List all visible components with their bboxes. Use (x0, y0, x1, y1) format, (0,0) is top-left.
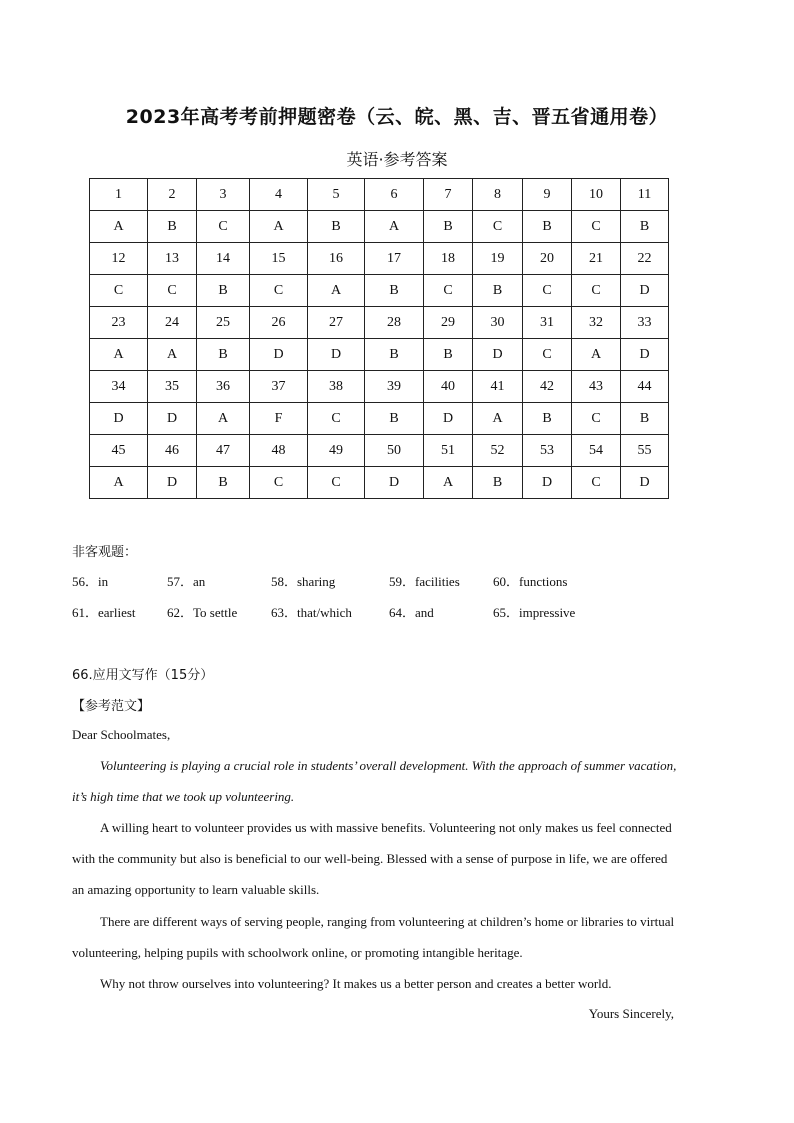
answer-cell: D (473, 339, 523, 371)
question-number-cell: 43 (572, 371, 621, 403)
question-number-cell: 51 (424, 435, 473, 467)
answer-cell: C (572, 211, 621, 243)
answer-cell: D (424, 403, 473, 435)
question-number-cell: 36 (197, 371, 250, 403)
question-number-cell: 13 (148, 243, 197, 275)
letter-paragraph-4: Why not throw ourselves into volunteering? It makes us a better person and creates a better world. (100, 976, 612, 991)
question-number-cell: 27 (308, 307, 365, 339)
answer-cell: C (308, 403, 365, 435)
question-number-cell: 20 (523, 243, 572, 275)
answer-cell: B (308, 211, 365, 243)
blank-answer: 56．in (72, 574, 109, 589)
question-number-cell: 29 (424, 307, 473, 339)
answer-cell: B (523, 403, 572, 435)
page-subtitle: 英语·参考答案 (346, 150, 448, 169)
answer-cell: D (523, 467, 572, 499)
question-number-cell: 46 (148, 435, 197, 467)
blank-answer: 65．impressive (493, 605, 576, 620)
answer-cell: C (523, 275, 572, 307)
answer-cell: D (148, 403, 197, 435)
answer-cell: A (90, 211, 148, 243)
letter-paragraph-3: There are different ways of serving people, ranging from volunteering at children’s home or libraries to virtual volunteering, helping pupils with schoolwork online, or promoting intangible heritage. (72, 914, 675, 960)
answer-cell: A (572, 339, 621, 371)
answer-cell: B (365, 403, 424, 435)
question-number-cell: 39 (365, 371, 424, 403)
question-number-cell: 40 (424, 371, 473, 403)
answer-cell: A (148, 339, 197, 371)
blank-answer: 60．functions (493, 574, 568, 589)
question-number-cell: 18 (424, 243, 473, 275)
question-number-cell: 42 (523, 371, 572, 403)
answer-cell: C (197, 211, 250, 243)
answer-cell: D (621, 339, 669, 371)
letter-paragraph-1: Volunteering is playing a crucial role in students’ overall development. With the approach of summer vacation, it’s high time that we took up volunteering. (72, 758, 677, 804)
letter-closing: Yours Sincerely, (588, 1006, 674, 1021)
answer-cell: D (365, 467, 424, 499)
question-number-cell: 3 (197, 179, 250, 211)
question-number-cell: 44 (621, 371, 669, 403)
answer-cell: B (473, 467, 523, 499)
answer-cell: B (197, 339, 250, 371)
question-number-cell: 5 (308, 179, 365, 211)
question-number-cell: 11 (621, 179, 669, 211)
answer-cell: C (473, 211, 523, 243)
answer-cell: B (197, 275, 250, 307)
question-number-cell: 22 (621, 243, 669, 275)
answer-cell: D (621, 467, 669, 499)
answer-table-row (90, 403, 669, 435)
letter-salutation: Dear Schoolmates, (72, 727, 171, 742)
question-number-cell: 17 (365, 243, 424, 275)
answer-cell: D (90, 403, 148, 435)
answer-cell: A (250, 211, 308, 243)
answer-table (89, 178, 669, 499)
question-number-cell: 48 (250, 435, 308, 467)
answer-table-row (90, 467, 669, 499)
question-number-cell: 41 (473, 371, 523, 403)
answer-cell: C (90, 275, 148, 307)
answer-table-row (90, 211, 669, 243)
question-number-cell: 19 (473, 243, 523, 275)
question-number-cell: 15 (250, 243, 308, 275)
answer-cell: C (148, 275, 197, 307)
question-number-cell: 35 (148, 371, 197, 403)
blank-answer: 64．and (389, 605, 434, 620)
question-number-cell: 9 (523, 179, 572, 211)
question-number-cell: 1 (90, 179, 148, 211)
question-number-cell: 47 (197, 435, 250, 467)
page-title: 2023年高考考前押题密卷（云、皖、黑、吉、晋五省通用卷） (125, 106, 669, 128)
question-number-cell: 55 (621, 435, 669, 467)
answer-cell: D (621, 275, 669, 307)
answer-cell: C (424, 275, 473, 307)
question-number-cell: 2 (148, 179, 197, 211)
answer-cell: A (365, 211, 424, 243)
answer-cell: A (473, 403, 523, 435)
question-number-cell: 6 (365, 179, 424, 211)
question-number-cell: 50 (365, 435, 424, 467)
question-number-cell: 49 (308, 435, 365, 467)
answer-cell: B (365, 339, 424, 371)
answer-table-row (90, 275, 669, 307)
sample-label: 【参考范文】 (72, 699, 151, 714)
blank-answer: 61．earliest (72, 605, 136, 620)
question-number-cell: 37 (250, 371, 308, 403)
question-number-cell: 28 (365, 307, 424, 339)
question-number-cell: 21 (572, 243, 621, 275)
answer-cell: B (523, 211, 572, 243)
question-number-cell: 53 (523, 435, 572, 467)
answer-cell: A (424, 467, 473, 499)
answer-table-row (90, 371, 669, 403)
answer-cell: F (250, 403, 308, 435)
blank-answer: 57．an (167, 574, 206, 589)
answer-cell: B (148, 211, 197, 243)
blank-answer: 59．facilities (389, 574, 460, 589)
answer-cell: B (424, 211, 473, 243)
blank-answer: 63．that/which (271, 605, 352, 620)
question-number-cell: 24 (148, 307, 197, 339)
answer-cell: A (197, 403, 250, 435)
answer-cell: C (572, 467, 621, 499)
answer-cell: C (572, 403, 621, 435)
answer-cell: B (197, 467, 250, 499)
answer-cell: C (308, 467, 365, 499)
answer-cell: B (424, 339, 473, 371)
writing-heading: 66.应用文写作（15分） (72, 668, 214, 683)
question-number-cell: 4 (250, 179, 308, 211)
question-number-cell: 16 (308, 243, 365, 275)
blank-answer: 58．sharing (271, 574, 336, 589)
blank-answer: 62．To settle (167, 605, 238, 620)
question-number-cell: 12 (90, 243, 148, 275)
answer-cell: D (308, 339, 365, 371)
non-objective-label: 非客观题： (72, 545, 138, 560)
answer-table-row (90, 307, 669, 339)
answer-cell: B (621, 211, 669, 243)
question-number-cell: 26 (250, 307, 308, 339)
question-number-cell: 52 (473, 435, 523, 467)
answer-cell: C (250, 275, 308, 307)
answer-cell: C (572, 275, 621, 307)
answer-table-row (90, 179, 669, 211)
question-number-cell: 25 (197, 307, 250, 339)
question-number-cell: 34 (90, 371, 148, 403)
answer-cell: A (308, 275, 365, 307)
question-number-cell: 30 (473, 307, 523, 339)
answer-cell: B (621, 403, 669, 435)
question-number-cell: 10 (572, 179, 621, 211)
answer-cell: C (250, 467, 308, 499)
question-number-cell: 33 (621, 307, 669, 339)
question-number-cell: 7 (424, 179, 473, 211)
question-number-cell: 32 (572, 307, 621, 339)
answer-cell: B (365, 275, 424, 307)
question-number-cell: 45 (90, 435, 148, 467)
answer-table-row (90, 339, 669, 371)
question-number-cell: 8 (473, 179, 523, 211)
question-number-cell: 38 (308, 371, 365, 403)
question-number-cell: 54 (572, 435, 621, 467)
question-number-cell: 14 (197, 243, 250, 275)
letter-paragraph-2: A willing heart to volunteer provides us with massive benefits. Volunteering not only makes us feel connected with the community but also is beneficial to our well-being. Blessed with a sense of purpose in life, we are offered an amazing opportunity to learn valuable skills. (72, 820, 672, 897)
answer-table-row (90, 435, 669, 467)
answer-cell: D (250, 339, 308, 371)
answer-table-row (90, 243, 669, 275)
question-number-cell: 31 (523, 307, 572, 339)
answer-cell: C (523, 339, 572, 371)
answer-cell: A (90, 467, 148, 499)
answer-cell: B (473, 275, 523, 307)
answer-cell: D (148, 467, 197, 499)
question-number-cell: 23 (90, 307, 148, 339)
answer-cell: A (90, 339, 148, 371)
